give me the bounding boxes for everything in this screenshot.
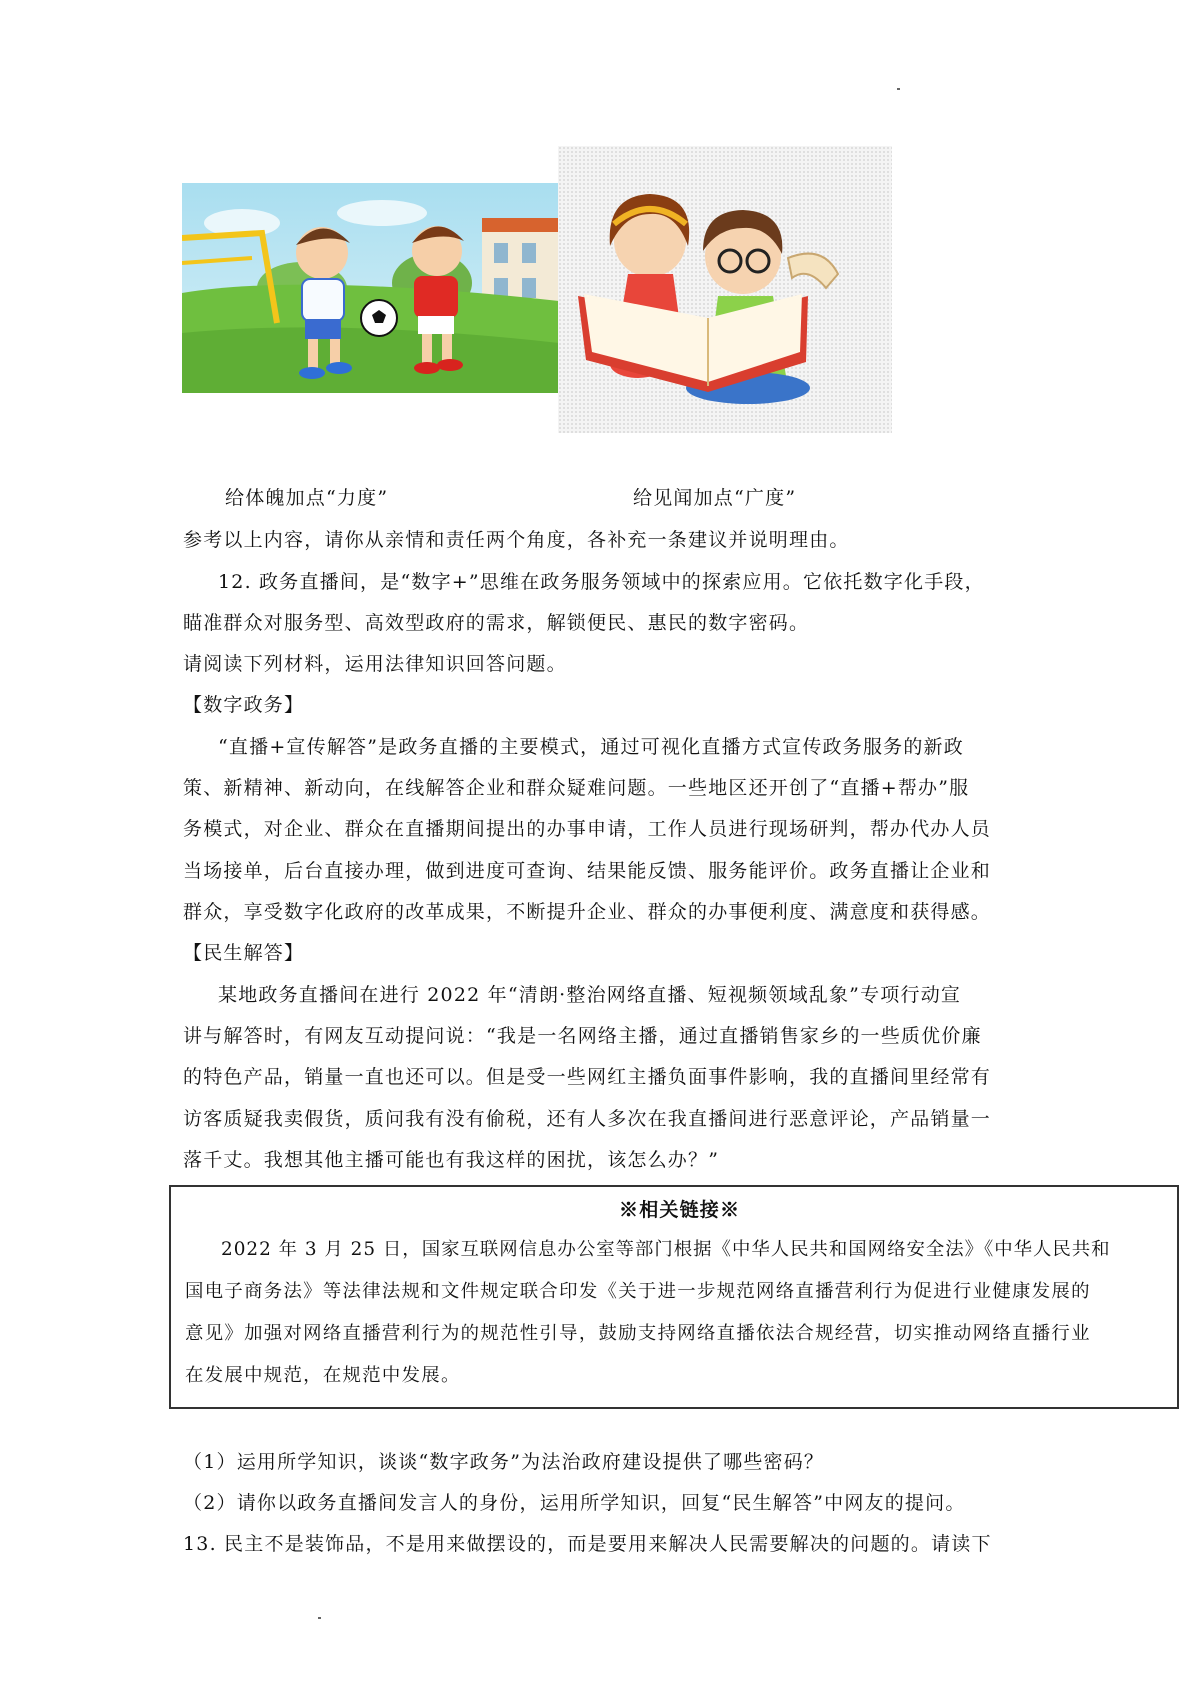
caption-left: 给体魄加点“力度” bbox=[225, 487, 389, 509]
q12-line-1: 12. 政务直播间，是“数字+”思维在政务服务领域中的探索应用。它依托数字化手段， bbox=[218, 571, 985, 593]
related-link-box bbox=[169, 1185, 1179, 1409]
related-link-line-4: 在发展中规范，在规范中发展。 bbox=[185, 1365, 461, 1386]
section1-line-4: 当场接单，后台直接办理，做到进度可查询、结果能反馈、服务能评价。政务直播让企业和 bbox=[183, 860, 992, 882]
caption-right: 给见闻加点“广度” bbox=[633, 487, 797, 509]
related-link-line-3: 意见》加强对网络直播营利行为的规范性引导，鼓励支持网络直播依法合规经营，切实推动网络直播行业 bbox=[185, 1323, 1091, 1344]
section2-line-3: 的特色产品，销量一直也还可以。但是受一些网红主播负面事件影响，我的直播间里经常有 bbox=[183, 1066, 992, 1088]
q12-line-2: 瞄准群众对服务型、高效型政府的需求，解锁便民、惠民的数字密码。 bbox=[183, 612, 810, 634]
sub-question-2: （2）请你以政务直播间发言人的身份，运用所学知识，回复“民生解答”中网友的提问。 bbox=[183, 1492, 966, 1514]
section2-line-5: 落千丈。我想其他主播可能也有我这样的困扰，该怎么办？” bbox=[183, 1149, 720, 1171]
related-link-title: ※相关链接※ bbox=[619, 1199, 741, 1221]
section1-line-5: 群众，享受数字化政府的改革成果，不断提升企业、群众的办事便利度、满意度和获得感。 bbox=[183, 901, 992, 923]
q13-line-1: 13. 民主不是装饰品，不是用来做摆设的，而是要用来解决人民需要解决的问题的。请读下 bbox=[183, 1533, 992, 1555]
section1-line-2: 策、新精神、新动向，在线解答企业和群众疑难问题。一些地区还开创了“直播+帮办”服 bbox=[183, 777, 970, 799]
scan-dot-bottom bbox=[318, 1617, 321, 1619]
section2-line-4: 访客质疑我卖假货，质问我有没有偷税，还有人多次在我直播间进行恶意评论，产品销量一 bbox=[183, 1108, 992, 1130]
related-link-line-2: 国电子商务法》等法律法规和文件规定联合印发《关于进一步规范网络直播营利行为促进行业健康发展的 bbox=[185, 1281, 1091, 1302]
section-livelihood-title: 【民生解答】 bbox=[183, 942, 305, 964]
section2-line-1: 某地政务直播间在进行 2022 年“清朗·整治网络直播、短视频领域乱象”专项行动宣 bbox=[218, 984, 962, 1006]
section-digital-government-title: 【数字政务】 bbox=[183, 694, 305, 716]
sub-question-1: （1）运用所学知识，谈谈“数字政务”为法治政府建设提供了哪些密码？ bbox=[183, 1451, 825, 1473]
scan-dot-top bbox=[897, 88, 900, 90]
q12-line-3: 请阅读下列材料，运用法律知识回答问题。 bbox=[183, 653, 567, 675]
related-link-line-1: 2022 年 3 月 25 日，国家互联网信息办公室等部门根据《中华人民共和国网络安全法》《中华人民共和 bbox=[221, 1239, 1111, 1260]
section2-line-2: 讲与解答时，有网友互动提问说：“我是一名网络主播，通过直播销售家乡的一些质优价廉 bbox=[183, 1025, 982, 1047]
soccer-kids-illustration bbox=[182, 183, 559, 393]
section1-line-1: “直播+宣传解答”是政务直播的主要模式，通过可视化直播方式宣传政务服务的新政 bbox=[218, 736, 964, 758]
section1-line-3: 务模式，对企业、群众在直播期间提出的办事申请，工作人员进行现场研判，帮办代办人员 bbox=[183, 818, 992, 840]
intro-instruction: 参考以上内容，请你从亲情和责任两个角度，各补充一条建议并说明理由。 bbox=[183, 529, 850, 551]
reading-kids-illustration bbox=[558, 146, 892, 433]
